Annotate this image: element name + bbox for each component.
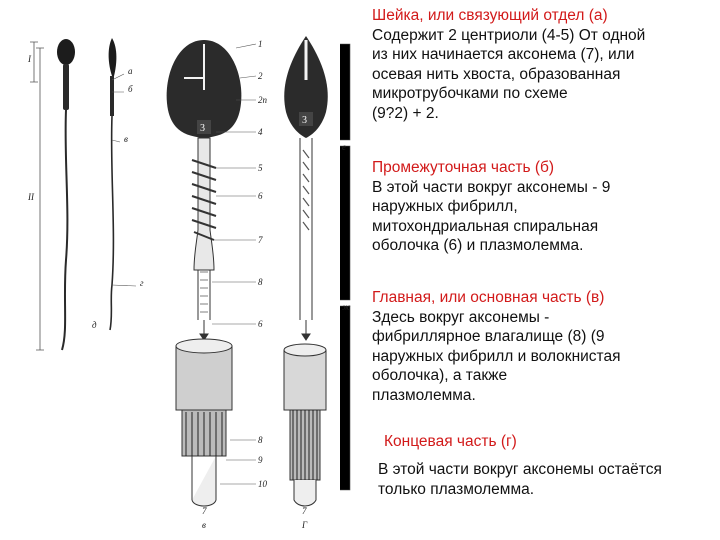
label-d: д (92, 320, 97, 330)
cross-section-g (284, 344, 326, 506)
label-3-in-profile: 3 (302, 115, 307, 126)
section-heading: Шейка, или связующий отдел (а) (372, 7, 608, 24)
section-line: (9?2) + 2. (372, 104, 439, 122)
label-6b: 6 (258, 319, 263, 329)
label-5: 5 (258, 163, 263, 173)
section-arrows (200, 320, 310, 340)
section-line: из них начинается аксонема (7), или (372, 46, 635, 63)
section-line: Здесь вокруг аксонемы - (372, 308, 550, 326)
section-heading: Главная, или основная часть (в) (372, 289, 605, 306)
section-line: наружных фибрилл и волокнистая (372, 347, 621, 365)
cross-section-v (176, 339, 232, 506)
label-1: 1 (258, 39, 263, 49)
section-line: фибриллярное влагалище (8) (9 (372, 328, 605, 345)
small-sperm-profile (109, 38, 117, 330)
section-end-piece-heading-block (384, 432, 718, 452)
section-line: оболочка (6) и плазмолемма. (372, 237, 584, 254)
label-zh: ж (342, 302, 351, 312)
section-line: В этой части вокруг аксонемы - 9 (372, 178, 611, 196)
label-2p: 2п (258, 95, 267, 105)
label-roman-2: II (28, 192, 34, 202)
label-10: 10 (258, 479, 267, 489)
label-a: а (128, 66, 133, 76)
large-sperm-profile (284, 36, 328, 320)
section-line: микротрубочками по схеме (372, 85, 568, 102)
section-heading: Промежуточная часть (б) (372, 159, 555, 176)
section-principal-piece (372, 288, 717, 405)
label-roman-1: I (28, 54, 31, 64)
section-line: оболочка), а также (372, 367, 508, 384)
small-sperm-front (57, 39, 75, 350)
label-v: в (124, 134, 128, 144)
section-line: осевая нить хвоста, образованная (372, 65, 621, 83)
label-b: б (128, 84, 133, 94)
label-4: 4 (258, 127, 263, 137)
label-g: г (140, 278, 144, 288)
label-g-bottom: Г (302, 520, 308, 530)
label-e: е (342, 142, 346, 152)
section-neck (372, 6, 717, 123)
label-8b: 8 (258, 435, 263, 445)
label-7a: 7 (258, 235, 263, 245)
section-end-piece (378, 460, 718, 499)
label-9: 9 (258, 455, 263, 465)
section-middle-piece (372, 158, 717, 256)
label-2: 2 (258, 71, 263, 81)
section-line: В этой части вокруг аксонемы остаётся (378, 461, 662, 478)
large-sperm-front (167, 40, 242, 320)
section-line: митохондриальная спиральная (372, 217, 599, 235)
label-7c: 7 (302, 506, 307, 516)
section-line: Содержит 2 центриоли (4-5) От одной (372, 26, 646, 44)
label-8a: 8 (258, 277, 263, 287)
label-6a: 6 (258, 191, 263, 201)
section-heading: Концевая часть (г) (384, 433, 517, 450)
label-7b: 7 (202, 506, 207, 516)
label-3-in-head: 3 (200, 123, 205, 134)
section-line: только плазмолемма. (378, 480, 535, 498)
label-v-bottom: в (202, 520, 206, 530)
section-line: наружных фибрилл, (372, 198, 518, 215)
section-line: плазмолемма. (372, 386, 476, 404)
